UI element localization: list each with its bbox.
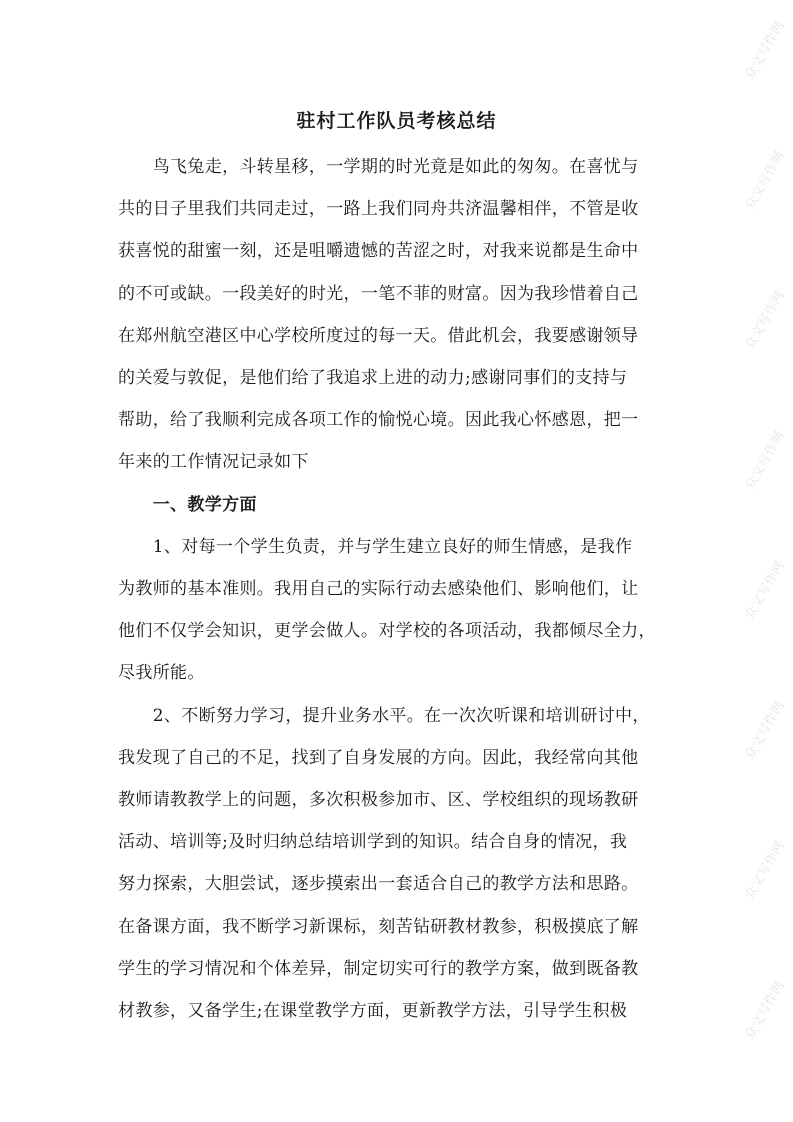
- paragraph-line: 的不可或缺。一段美好的时光，一笔不菲的财富。因为我珍惜着自己: [118, 283, 639, 304]
- watermark-column: [742, 18, 789, 1120]
- paragraph-line: 教师请教教学上的问题，多次积极参加市、区、学校组织的现场教研: [118, 790, 639, 810]
- paragraph-line: 尽我所能。: [118, 663, 205, 684]
- watermark-text: 众文写作网: [742, 978, 788, 1043]
- paragraph-line: 为教师的基本准则。我用自己的实际行动去感染他们、影响他们，让: [118, 579, 639, 599]
- section-heading: 一、教学方面: [118, 494, 257, 515]
- paragraph-line: 年来的工作情况记录如下: [118, 452, 309, 473]
- paragraph-line: 帮助，给了我顺利完成各项工作的愉悦心境。因此我心怀感恩，把一: [118, 410, 639, 431]
- paragraph-line: 鸟飞兔走，斗转星移，一学期的时光竟是如此的匆匆。在喜忧与: [118, 157, 639, 177]
- watermark-text: 众文写作网: [742, 148, 788, 213]
- paragraph-line: 学生的学习情况和个体差异，制定切实可行的教学方案，做到既备教: [118, 958, 639, 979]
- watermark-text: 众文写作网: [742, 288, 788, 353]
- paragraph-line: 2、不断努力学习，提升业务水平。在一次次听课和培训研讨中，: [118, 705, 650, 726]
- paragraph-line: 材教参，又备学生;在课堂教学方面，更新教学方法，引导学生积极: [118, 1001, 628, 1021]
- paragraph-line: 努力探索，大胆尝试，逐步摸索出一套适合自己的教学方法和思路。: [118, 874, 639, 895]
- paragraph-line: 我发现了自己的不足，找到了自身发展的方向。因此，我经常向其他: [118, 747, 639, 768]
- paragraph-line: 获喜悦的甜蜜一刻，还是咀嚼遗憾的苦涩之时，对我来说都是生命中: [118, 241, 639, 262]
- watermark-text: 众文写作网: [742, 558, 788, 623]
- watermark-text: 众文写作网: [742, 428, 788, 493]
- watermark-text: 众文写作网: [742, 838, 788, 903]
- paragraph-line: 1、对每一个学生负责，并与学生建立良好的师生情感，是我作: [118, 536, 633, 557]
- paragraph-line: 在备课方面，我不断学习新课标，刻苦钻研教材教参，积极摸底了解: [118, 916, 639, 937]
- paragraph-line: 在郑州航空港区中心学校所度过的每一天。借此机会，我要感谢领导: [118, 325, 639, 346]
- page-title: 驻村工作队员考核总结: [296, 110, 497, 132]
- paragraph-line: 的关爱与敦促，是他们给了我追求上进的动力;感谢同事们的支持与: [118, 368, 628, 388]
- watermark-text: 众文写作网: [742, 698, 788, 763]
- paragraph-line: 共的日子里我们共同走过，一路上我们同舟共济温馨相伴，不管是收: [118, 199, 639, 220]
- paragraph-line: 活动、培训等;及时归纳总结培训学到的知识。结合自身的情况，我: [118, 832, 628, 853]
- watermark-text: 众文写作网: [742, 18, 788, 83]
- paragraph-line: 他们不仅学会知识，更学会做人。对学校的各项活动，我都倾尽全力，: [118, 621, 656, 642]
